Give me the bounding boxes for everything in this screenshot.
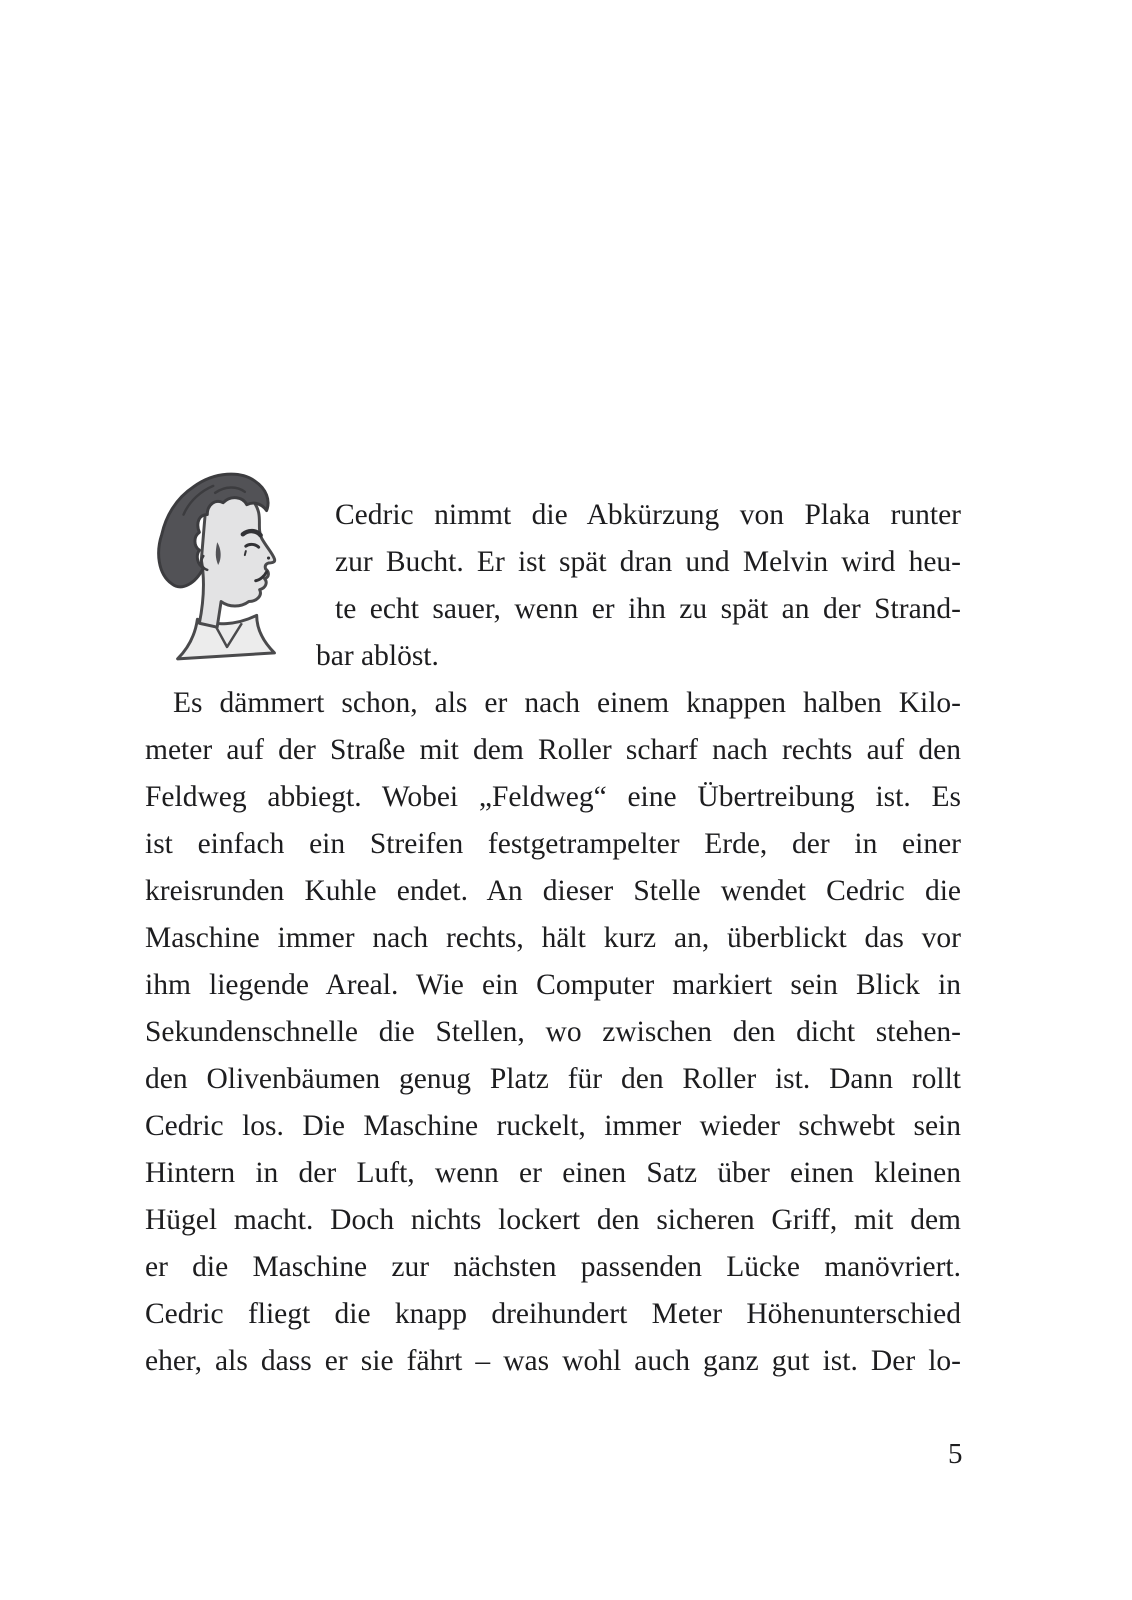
text-line: den Olivenbäumen genug Platz für den Roller ist. Dann rollt (145, 1063, 961, 1095)
text-line: te echt sauer, wenn er ihn zu spät an der Strand- (335, 593, 961, 625)
page-number: 5 (948, 1438, 963, 1470)
text-line: ist einfach ein Streifen festgetrampelter Erde, der in einer (145, 828, 961, 860)
text-line: er die Maschine zur nächsten passenden Lücke manövriert. (145, 1251, 961, 1283)
text-line: Es dämmert schon, als er nach einem knappen halben Kilo- (173, 687, 961, 719)
text-line: kreisrunden Kuhle endet. An dieser Stelle wendet Cedric die (145, 875, 961, 907)
text-line: Cedric nimmt die Abkürzung von Plaka runter (335, 499, 961, 531)
text-line: Hügel macht. Doch nichts lockert den sicheren Griff, mit dem (145, 1204, 961, 1236)
text-line: Maschine immer nach rechts, hält kurz an, überblickt das vor (145, 922, 961, 954)
text-line: meter auf der Straße mit dem Roller scharf nach rechts auf den (145, 734, 961, 766)
text-line: Cedric fliegt die knapp dreihundert Meter Höhenunterschied (145, 1298, 961, 1330)
text-line: Cedric los. Die Maschine ruckelt, immer wieder schwebt sein (145, 1110, 961, 1142)
text-line: Hintern in der Luft, wenn er einen Satz über einen kleinen (145, 1157, 961, 1189)
text-line: Sekundenschnelle die Stellen, wo zwischen den dicht stehen- (145, 1016, 961, 1048)
text-line: eher, als dass er sie fährt – was wohl auch ganz gut ist. Der lo- (145, 1345, 961, 1377)
text-line: ihm liegende Areal. Wie ein Computer markiert sein Blick in (145, 969, 961, 1001)
text-block (145, 492, 961, 1385)
text-line: Feldweg abbiegt. Wobei „Feldweg“ eine Übertreibung ist. Es (145, 781, 961, 813)
text-line: zur Bucht. Er ist spät dran und Melvin wird heu- (335, 546, 961, 578)
text-line: bar ablöst. (316, 640, 439, 672)
